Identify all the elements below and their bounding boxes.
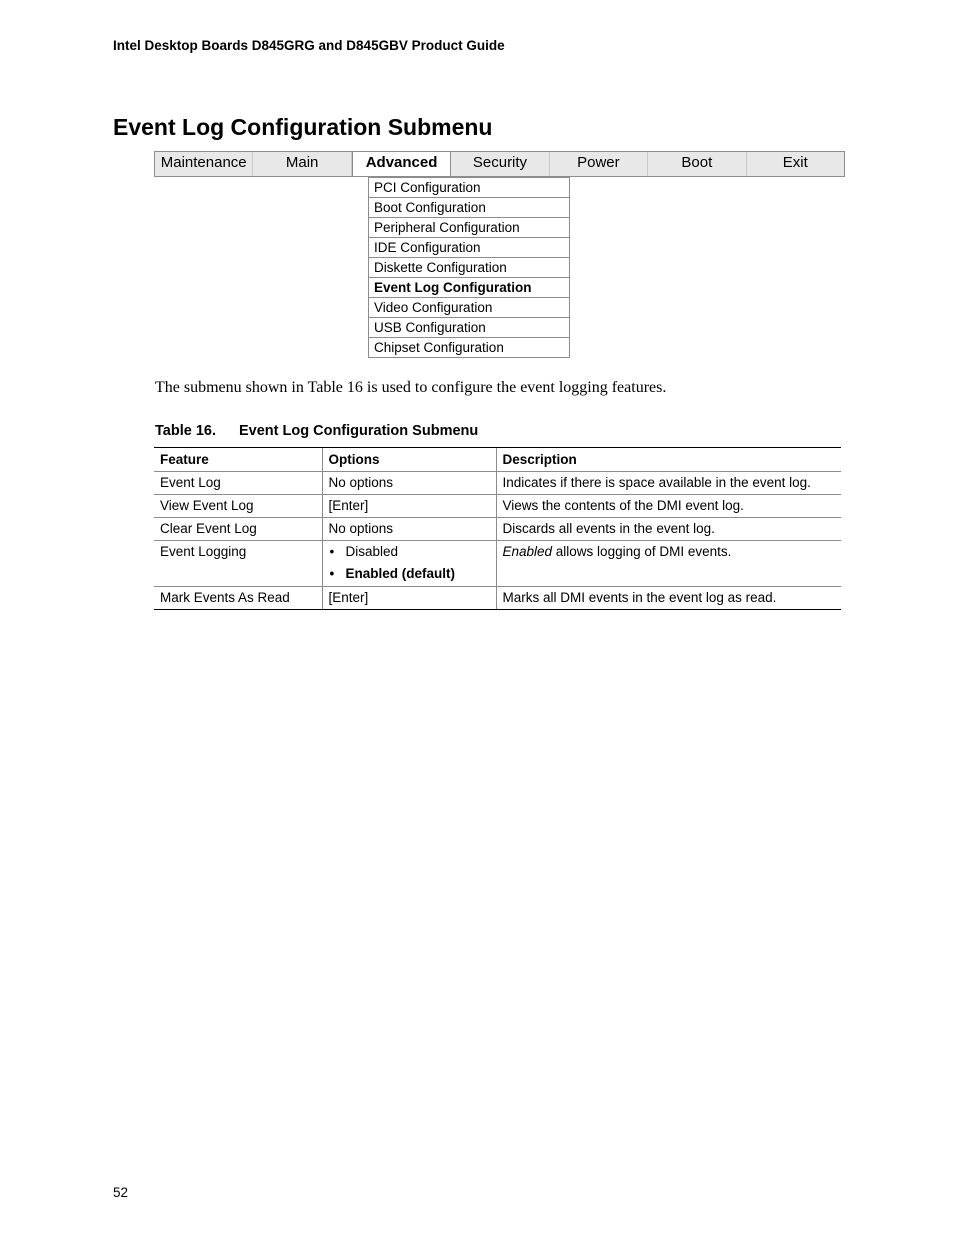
cell-description — [496, 541, 841, 587]
table-caption-title: Event Log Configuration Submenu — [239, 423, 479, 439]
submenu-item-boot-configuration[interactable]: Boot Configuration — [369, 197, 569, 217]
tab-boot[interactable]: Boot — [648, 152, 746, 176]
table-caption-number: Table 16. — [155, 423, 216, 439]
tab-power[interactable]: Power — [550, 152, 648, 176]
submenu-item-peripheral-configuration[interactable]: Peripheral Configuration — [369, 217, 569, 237]
cell-options: No options — [322, 472, 496, 495]
bios-menu-bar — [154, 151, 845, 177]
options-list — [329, 544, 490, 582]
cell-options — [322, 541, 496, 587]
header-options: Options — [322, 448, 496, 472]
cell-options: [Enter] — [322, 495, 496, 518]
cell-feature: View Event Log — [154, 495, 322, 518]
table-row — [154, 472, 841, 495]
advanced-submenu — [368, 177, 570, 358]
submenu-item-ide-configuration[interactable]: IDE Configuration — [369, 237, 569, 257]
submenu-item-usb-configuration[interactable]: USB Configuration — [369, 317, 569, 337]
cell-feature: Mark Events As Read — [154, 587, 322, 610]
table-row — [154, 587, 841, 610]
submenu-item-chipset-configuration[interactable]: Chipset Configuration — [369, 337, 569, 357]
cell-description: Marks all DMI events in the event log as read. — [496, 587, 841, 610]
table-row — [154, 495, 841, 518]
cell-options: No options — [322, 518, 496, 541]
option-enabled-default: • Enabled (default) — [329, 566, 490, 582]
option-disabled: • Disabled — [329, 544, 490, 560]
submenu-item-pci-configuration[interactable]: PCI Configuration — [369, 177, 569, 197]
tab-maintenance[interactable]: Maintenance — [155, 152, 253, 176]
header-feature: Feature — [154, 448, 322, 472]
table-row — [154, 541, 841, 587]
cell-feature: Event Logging — [154, 541, 322, 587]
tab-advanced[interactable]: Advanced — [352, 152, 451, 176]
submenu-item-event-log-configuration[interactable]: Event Log Configuration — [369, 277, 569, 297]
header-description: Description — [496, 448, 841, 472]
tab-main[interactable]: Main — [253, 152, 351, 176]
cell-description: Discards all events in the event log. — [496, 518, 841, 541]
cell-options: [Enter] — [322, 587, 496, 610]
cell-feature: Event Log — [154, 472, 322, 495]
section-title: Event Log Configuration Submenu — [113, 114, 493, 140]
table-header-row — [154, 448, 841, 472]
table-row — [154, 518, 841, 541]
description-text: allows logging of DMI events. — [552, 544, 732, 559]
description-emphasis: Enabled — [502, 544, 553, 559]
page-number: 52 — [113, 1185, 129, 1200]
cell-description: Indicates if there is space available in the event log. — [496, 472, 841, 495]
table-caption — [155, 423, 478, 439]
submenu-item-video-configuration[interactable]: Video Configuration — [369, 297, 569, 317]
cell-description: Views the contents of the DMI event log. — [496, 495, 841, 518]
running-header: Intel Desktop Boards D845GRG and D845GBV Product Guide — [113, 38, 505, 53]
intro-paragraph: The submenu shown in Table 16 is used to configure the event logging features. — [155, 379, 667, 396]
tab-exit[interactable]: Exit — [782, 154, 808, 171]
submenu-item-diskette-configuration[interactable]: Diskette Configuration — [369, 257, 569, 277]
tab-security[interactable]: Security — [451, 152, 549, 176]
cell-feature: Clear Event Log — [154, 518, 322, 541]
event-log-table — [154, 447, 841, 610]
